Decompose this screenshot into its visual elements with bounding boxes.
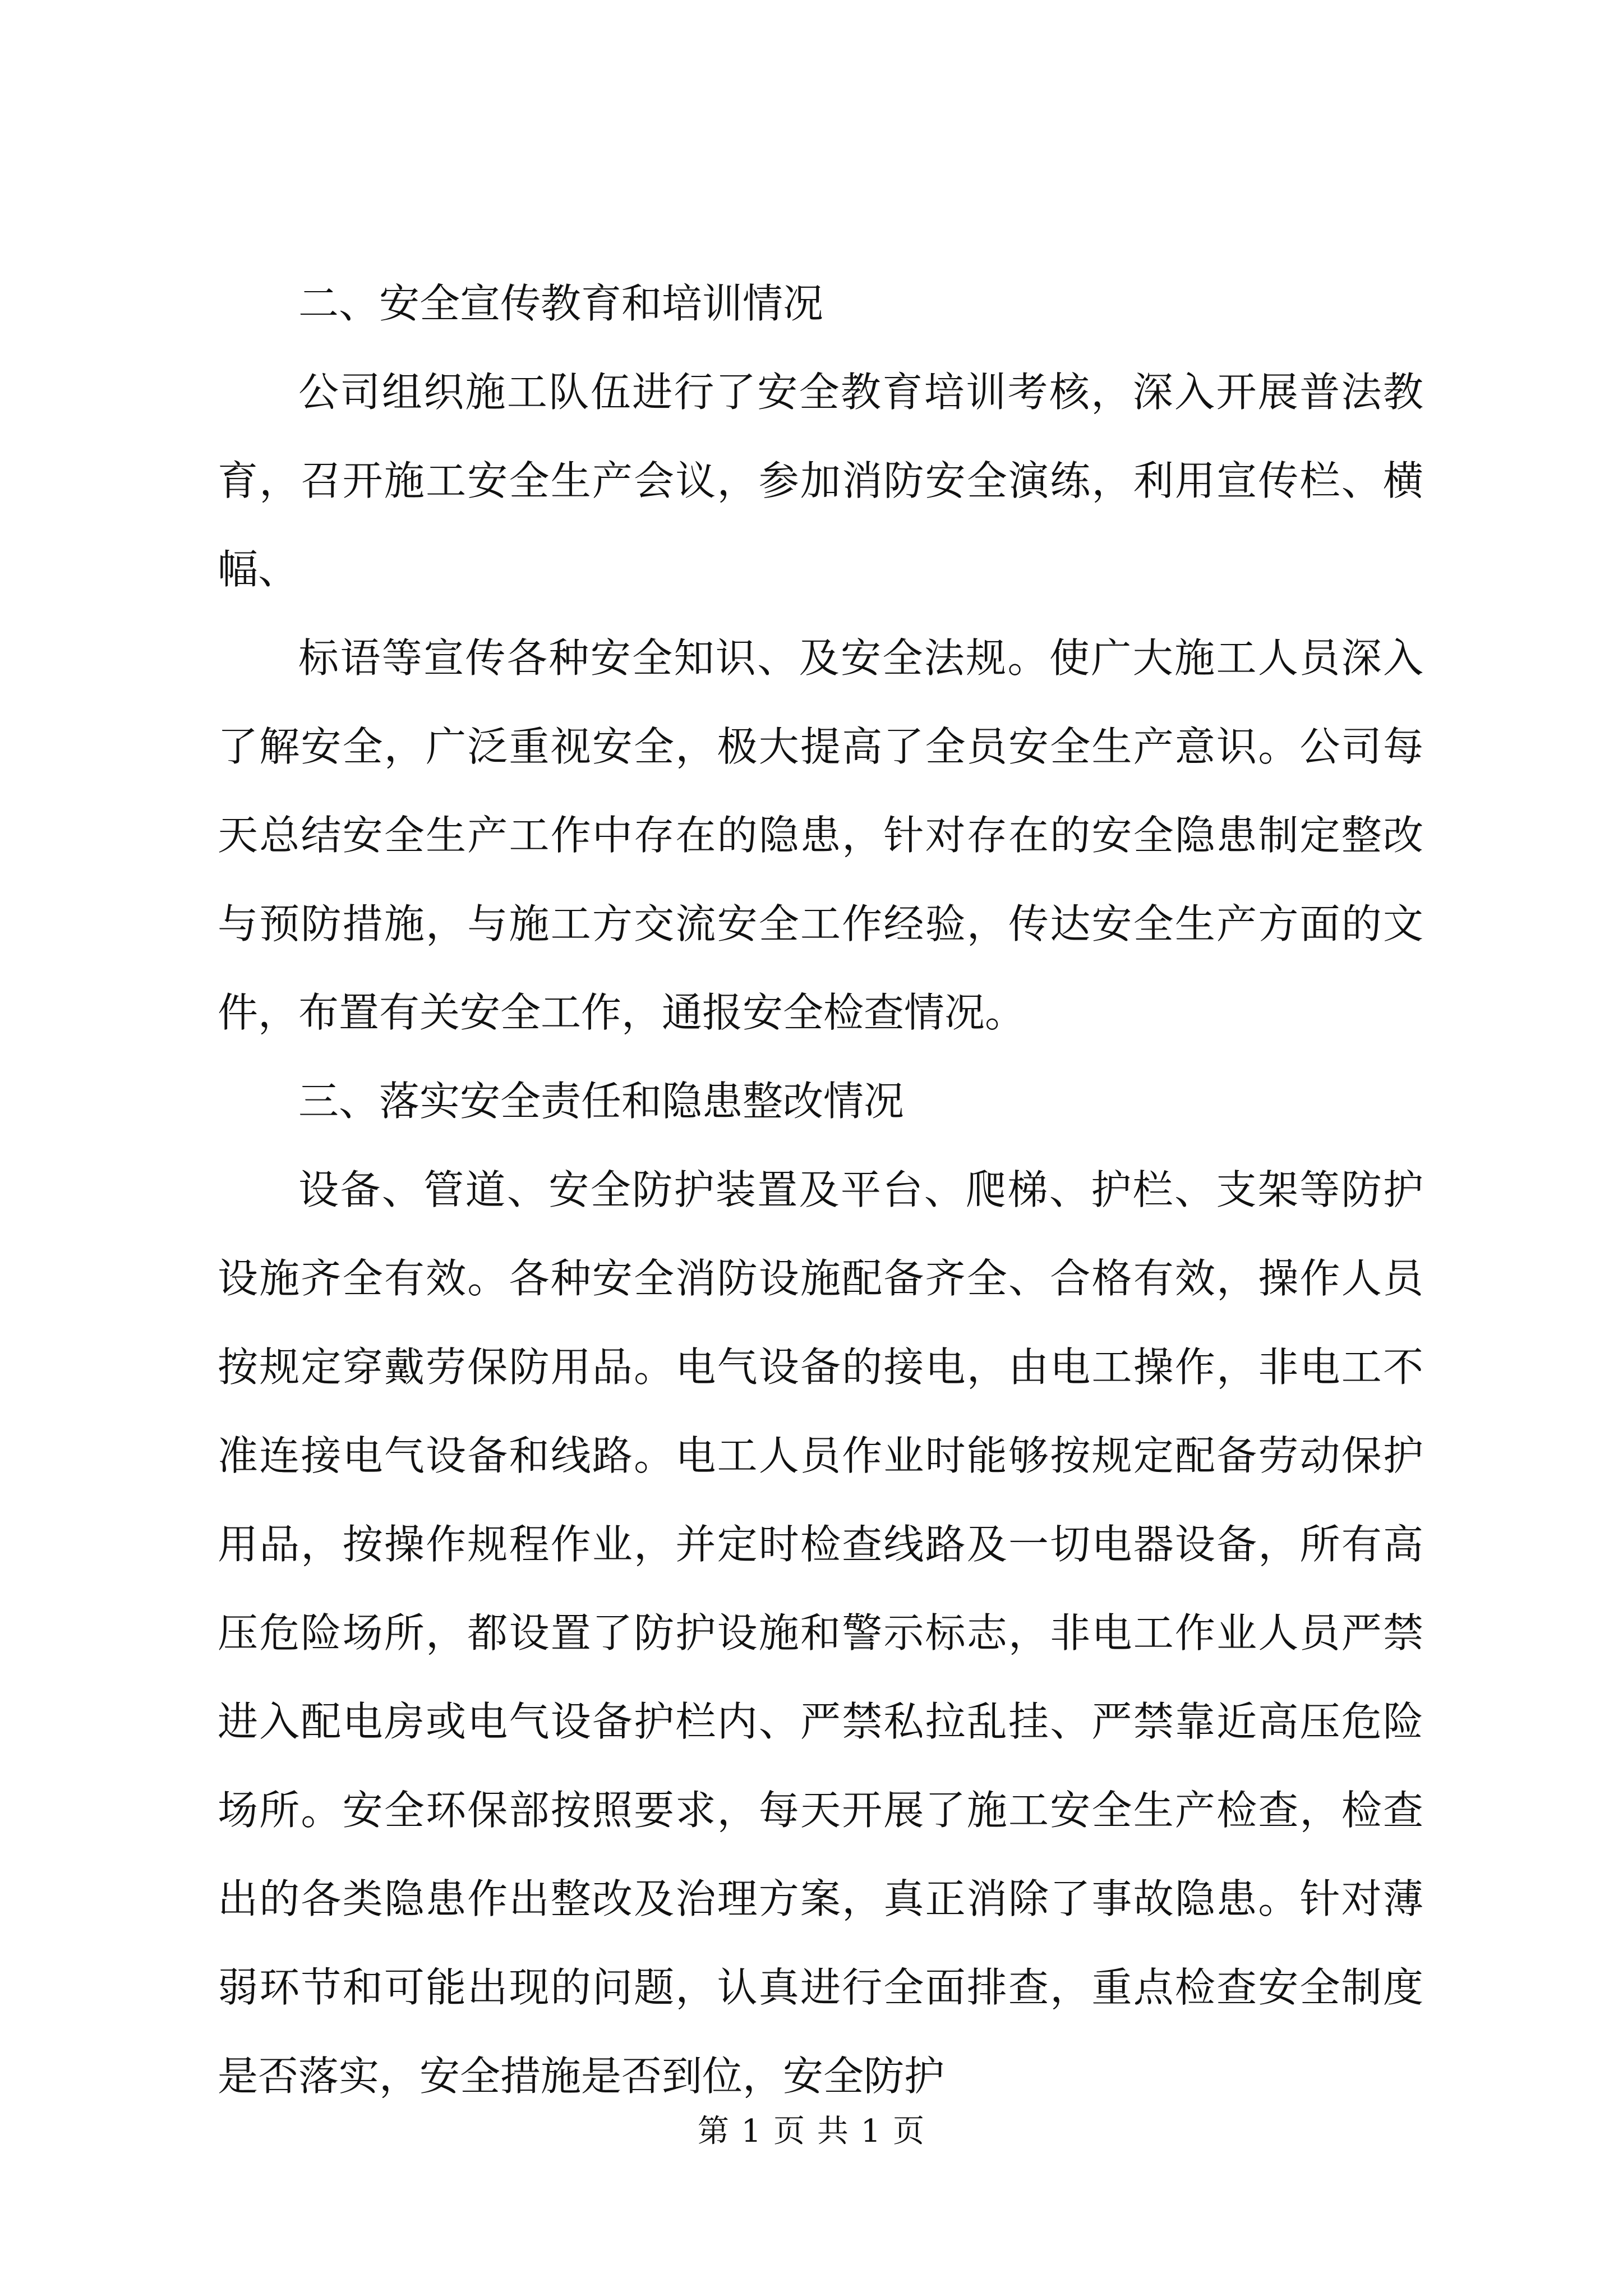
- section-heading-2: 二、安全宣传教育和培训情况: [298, 280, 824, 327]
- paragraph-training: 公司组织施工队伍进行了安全教育培训考核，深入开展普法教育，召开施工安全生产会议，参加消防安全演练，利用宣传栏、横幅、: [218, 369, 1423, 593]
- paragraph-publicity: 标语等宣传各种安全知识、及安全法规。使广大施工人员深入了解安全，广泛重视安全，极大提高了全员安全生产意识。公司每天总结安全生产工作中存在的隐患，针对存在的安全隐患制定整改与预防措施，与施工方交流安全工作经验，传达安全生产方面的文件，布置有关安全工作，通报安全检查情况。: [218, 634, 1423, 1036]
- page-footer: 第 1 页 共 1 页: [697, 2113, 926, 2150]
- paragraph-safety-measures: 设备、管道、安全防护装置及平台、爬梯、护栏、支架等防护设施齐全有效。各种安全消防设施配备齐全、合格有效，操作人员按规定穿戴劳保防用品。电气设备的接电，由电工操作，非电工不准连接电气设备和线路。电工人员作业时能够按规定配备劳动保护用品，按操作规程作业，并定时检查线路及一切电器设备，所有高压危险场所，都设置了防护设施和警示标志，非电工作业人员严禁进入配电房或电气设备护栏内、严禁私拉乱挂、严禁靠近高压危险场所。安全环保部按照要求，每天开展了施工安全生产检查，检查出的各类隐患作出整改及治理方案，真正消除了事故隐患。针对薄弱环节和可能出现的问题，认真进行全面排查，重点检查安全制度是否落实，安全措施是否到位，安全防护: [218, 1166, 1423, 2100]
- document-body: [218, 259, 1423, 2120]
- section-heading-3: 三、落实安全责任和隐患整改情况: [298, 1078, 905, 1125]
